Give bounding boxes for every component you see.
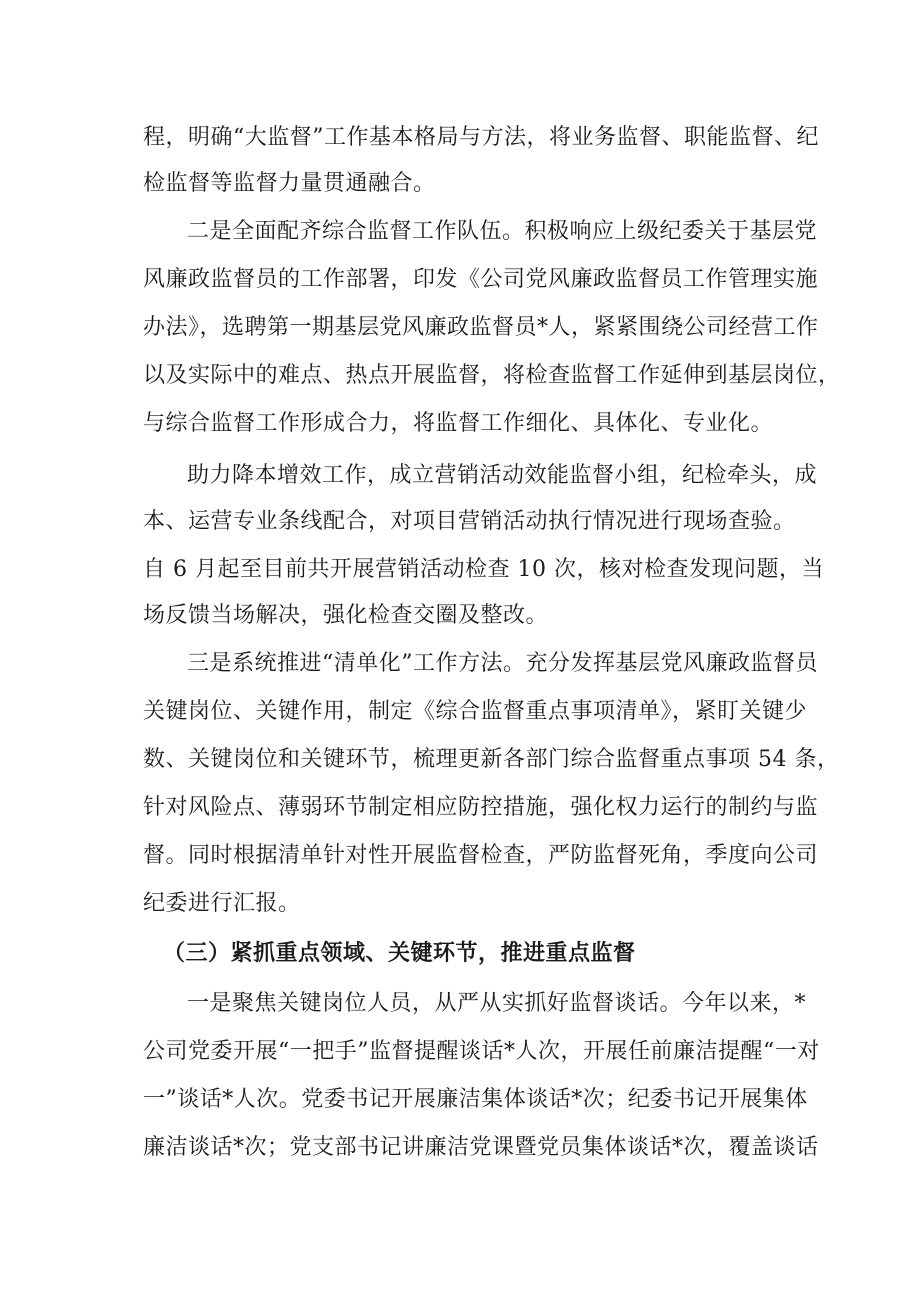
paragraph-line: 助力降本增效工作，成立营销活动效能监督小组，纪检牵头，成 [187,463,818,488]
paragraph-line: 检监督等监督力量贯通融合。 [143,171,436,196]
paragraph-line: 数、关键岗位和关键环节，梳理更新各部门综合监督重点事项 54 条， [143,747,840,772]
paragraph-line: 办法》，选聘第一期基层党风廉政监督员*人，紧紧围绕公司经营工作 [143,315,819,340]
paragraph-line: 二是全面配齐综合监督工作队伍。积极响应上级纪委关于基层党 [187,219,818,244]
paragraph-line: 自 6 月起至目前共开展营销活动检查 10 次，核对检查发现问题，当 [143,557,824,582]
paragraph-line: 风廉政监督员的工作部署，印发《公司党风廉政监督员工作管理实施 [143,267,819,292]
paragraph-line: 廉洁谈话*次；党支部书记讲廉洁党课暨党员集体谈话*次，覆盖谈话 [143,1135,819,1160]
paragraph-line: 以及实际中的难点、热点开展监督，将检查监督工作延伸到基层岗位， [143,363,841,388]
paragraph-line: 一”谈话*人次。党委书记开展廉洁集体谈话*次；纪委书记开展集体 [143,1087,808,1112]
section-heading: （三）紧抓重点领域、关键环节，推进重点监督 [163,941,636,966]
paragraph-line: 与综合监督工作形成合力，将监督工作细化、具体化、专业化。 [143,411,774,436]
paragraph-line: 场反馈当场解决，强化检查交圈及整改。 [143,603,549,628]
paragraph-line: 关键岗位、关键作用，制定《综合监督重点事项清单》，紧盯关键少 [143,699,808,724]
paragraph-line: 程，明确“大监督”工作基本格局与方法，将业务监督、职能监督、纪 [143,125,819,150]
paragraph-line: 本、运营专业条线配合，对项目营销活动执行情况进行现场查验。 [143,509,796,534]
paragraph-line: 督。同时根据清单针对性开展监督检查，严防监督死角，季度向公司 [143,843,819,868]
paragraph-line: 纪委进行汇报。 [143,891,301,916]
paragraph-line: 针对风险点、薄弱环节制定相应防控措施，强化权力运行的制约与监 [143,795,819,820]
paragraph-line: 三是系统推进“清单化”工作方法。充分发挥基层党风廉政监督员 [187,651,818,676]
paragraph-line: 公司党委开展“一把手”监督提醒谈话*人次，开展任前廉洁提醒“一对 [143,1039,820,1064]
paragraph-line: 一是聚焦关键岗位人员，从严从实抓好监督谈话。今年以来，* [187,991,807,1016]
